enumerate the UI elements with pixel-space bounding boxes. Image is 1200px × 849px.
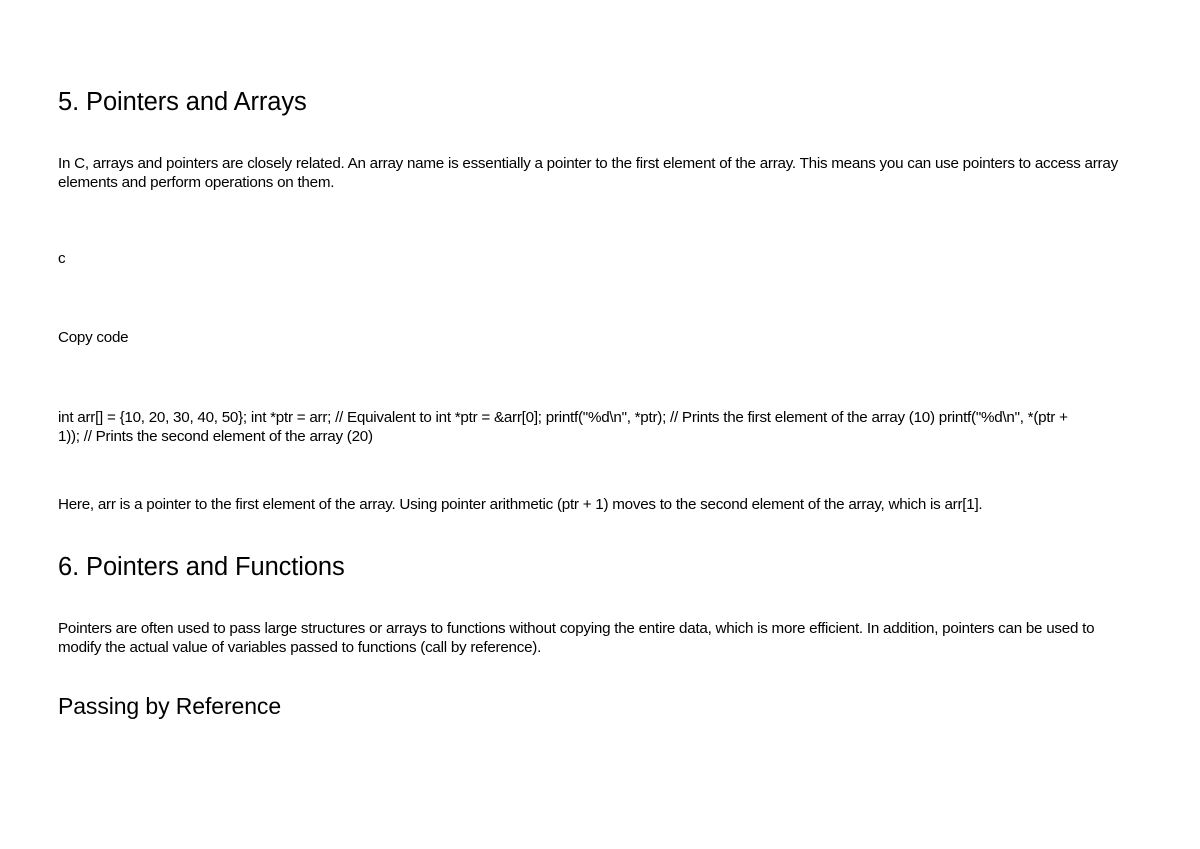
subsection-heading-passing-by-reference: Passing by Reference [58,693,282,719]
section-intro-paragraph: In C, arrays and pointers are closely related. An array name is essentially a pointer to the first element of the array. This means you can use pointers to access array elements and perform operations on them. [58,155,1118,191]
copy-code-button[interactable]: Copy code [58,329,129,346]
code-snippet: int arr[] = {10, 20, 30, 40, 50}; int *ptr = arr; // Equivalent to int *ptr = &arr[0]; printf("%d\n", *ptr); // Prints the first element of the array (10) printf("%d\n", *(ptr + 1)); // Prints the second element of the array (20) [58,409,1068,445]
code-language-label: c [58,250,66,267]
explanation-paragraph: Here, arr is a pointer to the first element of the array. Using pointer arithmetic (ptr + 1) moves to the second element of the array, which is arr[1]. [58,496,983,513]
section-heading-pointers-and-arrays: 5. Pointers and Arrays [58,88,307,116]
section-intro-paragraph: Pointers are often used to pass large structures or arrays to functions without copying the entire data, which is more efficient. In addition, pointers can be used to modify the actual value of variables passed to functions (call by reference). [58,620,1095,656]
section-heading-pointers-and-functions: 6. Pointers and Functions [58,553,345,581]
